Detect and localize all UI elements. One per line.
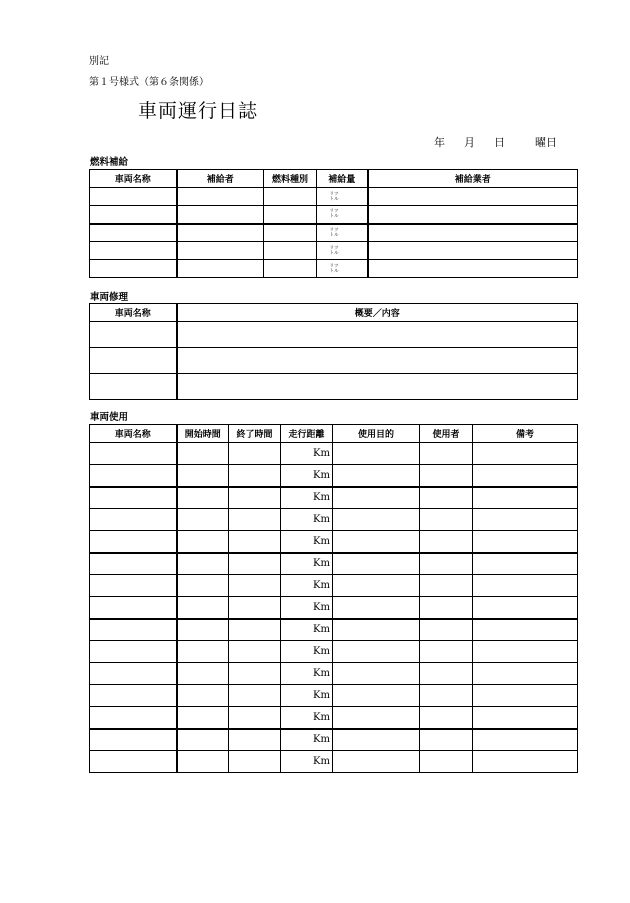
fuel-cell-vehicle[interactable] — [90, 224, 177, 242]
table-row — [90, 206, 578, 224]
usage-cell-purpose[interactable] — [333, 553, 420, 575]
fuel-unit-top: リツ — [329, 245, 339, 251]
usage-cell-vehicle[interactable] — [90, 487, 177, 509]
fuel-unit-bottom: トル — [329, 250, 339, 256]
usage-cell-distance[interactable] — [281, 597, 333, 619]
usage-cell-user[interactable] — [420, 685, 473, 707]
fuel-header-vehicle: 車両名称 — [90, 170, 177, 188]
usage-cell-end[interactable] — [229, 619, 281, 641]
usage-header-user: 使用者 — [420, 425, 473, 443]
usage-cell-user[interactable] — [420, 641, 473, 663]
usage-cell-user[interactable] — [420, 509, 473, 531]
usage-cell-purpose[interactable] — [333, 729, 420, 751]
usage-cell-remarks[interactable] — [473, 465, 578, 487]
usage-cell-distance[interactable] — [281, 509, 333, 531]
usage-cell-end[interactable] — [229, 707, 281, 729]
km-unit-label: Km — [313, 624, 330, 636]
km-unit-label: Km — [313, 558, 330, 570]
km-unit-label: Km — [313, 734, 330, 746]
table-row — [90, 322, 578, 348]
usage-cell-vehicle[interactable] — [90, 597, 177, 619]
usage-cell-distance[interactable] — [281, 751, 333, 773]
repair-cell-vehicle[interactable] — [90, 348, 177, 374]
fuel-unit-bottom: トル — [329, 196, 339, 202]
usage-cell-vehicle[interactable] — [90, 707, 177, 729]
fuel-unit-bottom: トル — [329, 214, 339, 220]
usage-cell-remarks[interactable] — [473, 553, 578, 575]
usage-cell-remarks[interactable] — [473, 729, 578, 751]
fuel-cell-vendor[interactable] — [368, 188, 578, 206]
table-row — [90, 575, 578, 597]
usage-cell-end[interactable] — [229, 443, 281, 465]
km-unit-label: Km — [313, 668, 330, 679]
usage-header-start: 開始時間 — [177, 425, 229, 443]
fuel-cell-fuel-type[interactable] — [264, 242, 317, 260]
fuel-unit-top: リツ — [329, 263, 339, 269]
fuel-header-amount: 補給量 — [317, 170, 368, 188]
table-row — [90, 188, 578, 206]
table-row — [90, 597, 578, 619]
repair-cell-vehicle[interactable] — [90, 322, 177, 348]
usage-cell-end[interactable] — [229, 465, 281, 487]
usage-cell-vehicle[interactable] — [90, 509, 177, 531]
usage-cell-distance[interactable] — [281, 685, 333, 707]
usage-cell-start[interactable] — [177, 685, 229, 707]
repair-section-title: 車両修理 — [90, 292, 129, 303]
repair-header-vehicle: 車両名称 — [90, 304, 177, 322]
fuel-unit-bottom: トル — [329, 268, 339, 274]
repair-header-summary: 概要／内容 — [177, 304, 578, 322]
fuel-cell-vendor[interactable] — [368, 260, 578, 278]
table-row — [90, 707, 578, 729]
usage-cell-end[interactable] — [229, 575, 281, 597]
fuel-cell-vendor[interactable] — [368, 224, 578, 242]
fuel-cell-amount[interactable] — [317, 260, 368, 278]
fuel-cell-supplier[interactable] — [177, 206, 264, 224]
table-row — [90, 443, 578, 465]
usage-cell-user[interactable] — [420, 707, 473, 729]
usage-cell-end[interactable] — [229, 531, 281, 553]
fuel-unit-label — [327, 192, 341, 202]
usage-cell-vehicle[interactable] — [90, 729, 177, 751]
km-unit-label: Km — [313, 580, 330, 591]
fuel-cell-amount[interactable] — [317, 242, 368, 260]
fuel-header-supplier: 補給者 — [177, 170, 264, 188]
fuel-cell-fuel-type[interactable] — [264, 206, 317, 224]
repair-cell-summary[interactable] — [177, 322, 578, 348]
usage-header-purpose: 使用目的 — [333, 425, 420, 443]
fuel-unit-label — [327, 264, 341, 274]
table-row — [90, 641, 578, 663]
fuel-cell-supplier[interactable] — [177, 260, 264, 278]
usage-cell-start[interactable] — [177, 531, 229, 553]
km-unit-label: Km — [313, 690, 330, 701]
usage-section-title: 車両使用 — [90, 412, 129, 423]
km-unit-label: Km — [313, 711, 330, 723]
fuel-cell-vehicle[interactable] — [90, 242, 177, 260]
table-row — [90, 374, 578, 400]
fuel-cell-amount[interactable] — [317, 206, 368, 224]
km-unit-label: Km — [313, 646, 330, 657]
fuel-section-title: 燃料補給 — [90, 157, 129, 168]
usage-cell-distance[interactable] — [281, 443, 333, 465]
km-unit-label: Km — [313, 601, 330, 613]
usage-header-end: 終了時間 — [229, 425, 281, 443]
usage-cell-start[interactable] — [177, 443, 229, 465]
fuel-cell-fuel-type[interactable] — [264, 188, 317, 206]
table-row — [90, 487, 578, 509]
usage-cell-purpose[interactable] — [333, 685, 420, 707]
fuel-cell-amount[interactable] — [317, 188, 368, 206]
usage-cell-start[interactable] — [177, 575, 229, 597]
usage-cell-user[interactable] — [420, 663, 473, 685]
fuel-cell-vendor[interactable] — [368, 242, 578, 260]
usage-cell-distance[interactable] — [281, 553, 333, 575]
usage-cell-end[interactable] — [229, 729, 281, 751]
usage-cell-start[interactable] — [177, 619, 229, 641]
usage-cell-remarks[interactable] — [473, 509, 578, 531]
table-row — [90, 224, 578, 242]
km-unit-label: Km — [313, 514, 330, 525]
usage-cell-user[interactable] — [420, 465, 473, 487]
usage-cell-purpose[interactable] — [333, 641, 420, 663]
usage-cell-distance[interactable] — [281, 465, 333, 487]
fuel-unit-label — [327, 228, 341, 238]
usage-header-vehicle: 車両名称 — [90, 425, 177, 443]
usage-cell-remarks[interactable] — [473, 531, 578, 553]
usage-cell-start[interactable] — [177, 751, 229, 773]
usage-cell-purpose[interactable] — [333, 509, 420, 531]
usage-cell-remarks[interactable] — [473, 575, 578, 597]
usage-cell-user[interactable] — [420, 443, 473, 465]
fuel-unit-top: リツ — [329, 209, 339, 215]
usage-cell-purpose[interactable] — [333, 487, 420, 509]
usage-cell-purpose[interactable] — [333, 531, 420, 553]
repair-cell-summary[interactable] — [177, 348, 578, 374]
usage-cell-vehicle[interactable] — [90, 575, 177, 597]
fuel-header-fuel-type: 燃料種別 — [264, 170, 317, 188]
usage-cell-purpose[interactable] — [333, 707, 420, 729]
km-unit-label: Km — [313, 535, 330, 547]
usage-cell-end[interactable] — [229, 553, 281, 575]
usage-cell-distance[interactable] — [281, 707, 333, 729]
table-row — [90, 260, 578, 278]
usage-cell-end[interactable] — [229, 685, 281, 707]
usage-cell-purpose[interactable] — [333, 443, 420, 465]
repair-cell-vehicle[interactable] — [90, 374, 177, 400]
usage-cell-end[interactable] — [229, 663, 281, 685]
usage-cell-vehicle[interactable] — [90, 663, 177, 685]
usage-cell-purpose[interactable] — [333, 465, 420, 487]
usage-cell-vehicle[interactable] — [90, 641, 177, 663]
usage-cell-remarks[interactable] — [473, 707, 578, 729]
usage-header-remarks: 備考 — [473, 425, 578, 443]
repair-cell-summary[interactable] — [177, 374, 578, 400]
table-row — [90, 619, 578, 641]
usage-cell-vehicle[interactable] — [90, 553, 177, 575]
usage-cell-purpose[interactable] — [333, 663, 420, 685]
km-unit-label: Km — [313, 469, 330, 481]
table-row — [90, 465, 578, 487]
usage-cell-vehicle[interactable] — [90, 465, 177, 487]
usage-cell-end[interactable] — [229, 751, 281, 773]
usage-cell-start[interactable] — [177, 553, 229, 575]
usage-cell-remarks[interactable] — [473, 663, 578, 685]
km-unit-label: Km — [313, 756, 330, 767]
usage-cell-start[interactable] — [177, 707, 229, 729]
usage-cell-user[interactable] — [420, 531, 473, 553]
km-unit-label: Km — [313, 448, 330, 459]
table-row — [90, 751, 578, 773]
usage-cell-vehicle[interactable] — [90, 443, 177, 465]
usage-cell-purpose[interactable] — [333, 751, 420, 773]
usage-cell-user[interactable] — [420, 575, 473, 597]
usage-cell-distance[interactable] — [281, 663, 333, 685]
repair-table — [89, 303, 578, 400]
date-year: 年 — [434, 136, 445, 149]
fuel-cell-fuel-type[interactable] — [264, 224, 317, 242]
table-row — [90, 531, 578, 553]
usage-cell-remarks[interactable] — [473, 685, 578, 707]
usage-cell-distance[interactable] — [281, 531, 333, 553]
fuel-cell-vehicle[interactable] — [90, 188, 177, 206]
fuel-cell-supplier[interactable] — [177, 242, 264, 260]
fuel-cell-fuel-type[interactable] — [264, 260, 317, 278]
usage-cell-purpose[interactable] — [333, 575, 420, 597]
fuel-unit-bottom: トル — [329, 232, 339, 238]
date-day: 日 — [494, 136, 505, 149]
usage-cell-start[interactable] — [177, 641, 229, 663]
usage-cell-distance[interactable] — [281, 619, 333, 641]
form-number: 第１号様式（第６条関係） — [89, 77, 209, 88]
usage-cell-start[interactable] — [177, 465, 229, 487]
fuel-cell-supplier[interactable] — [177, 224, 264, 242]
usage-cell-vehicle[interactable] — [90, 685, 177, 707]
page-title: 車両運行日誌 — [138, 100, 259, 122]
usage-cell-purpose[interactable] — [333, 597, 420, 619]
table-row — [90, 729, 578, 751]
usage-cell-distance[interactable] — [281, 729, 333, 751]
fuel-table — [89, 169, 578, 278]
table-row — [90, 553, 578, 575]
usage-cell-vehicle[interactable] — [90, 619, 177, 641]
date-weekday: 曜日 — [535, 136, 557, 149]
usage-cell-remarks[interactable] — [473, 597, 578, 619]
usage-header-distance: 走行距離 — [281, 425, 333, 443]
usage-cell-distance[interactable] — [281, 575, 333, 597]
usage-cell-distance[interactable] — [281, 641, 333, 663]
usage-cell-vehicle[interactable] — [90, 531, 177, 553]
usage-cell-end[interactable] — [229, 487, 281, 509]
usage-cell-end[interactable] — [229, 641, 281, 663]
fuel-unit-top: リツ — [329, 227, 339, 233]
usage-cell-purpose[interactable] — [333, 619, 420, 641]
fuel-unit-top: リツ — [329, 191, 339, 197]
usage-cell-start[interactable] — [177, 597, 229, 619]
usage-cell-remarks[interactable] — [473, 641, 578, 663]
fuel-cell-vehicle[interactable] — [90, 260, 177, 278]
usage-cell-user[interactable] — [420, 729, 473, 751]
usage-cell-end[interactable] — [229, 509, 281, 531]
usage-cell-remarks[interactable] — [473, 487, 578, 509]
usage-cell-start[interactable] — [177, 729, 229, 751]
usage-cell-remarks[interactable] — [473, 619, 578, 641]
usage-cell-remarks[interactable] — [473, 443, 578, 465]
table-row — [90, 685, 578, 707]
fuel-unit-label — [327, 209, 341, 219]
fuel-header-vendor: 補給業者 — [368, 170, 578, 188]
usage-cell-user[interactable] — [420, 487, 473, 509]
usage-cell-user[interactable] — [420, 751, 473, 773]
usage-cell-user[interactable] — [420, 619, 473, 641]
usage-cell-distance[interactable] — [281, 487, 333, 509]
usage-cell-vehicle[interactable] — [90, 751, 177, 773]
usage-cell-start[interactable] — [177, 509, 229, 531]
date-month: 月 — [464, 136, 475, 149]
usage-table — [89, 424, 578, 773]
usage-cell-start[interactable] — [177, 487, 229, 509]
table-row — [90, 663, 578, 685]
fuel-cell-vehicle[interactable] — [90, 206, 177, 224]
table-row — [90, 242, 578, 260]
annex-label: 別記 — [89, 56, 109, 67]
fuel-cell-vendor[interactable] — [368, 206, 578, 224]
fuel-cell-amount[interactable] — [317, 224, 368, 242]
usage-cell-start[interactable] — [177, 663, 229, 685]
km-unit-label: Km — [313, 492, 330, 504]
table-row — [90, 509, 578, 531]
fuel-cell-supplier[interactable] — [177, 188, 264, 206]
usage-cell-user[interactable] — [420, 553, 473, 575]
fuel-unit-label — [327, 246, 341, 256]
table-row — [90, 348, 578, 374]
usage-cell-end[interactable] — [229, 597, 281, 619]
usage-cell-remarks[interactable] — [473, 751, 578, 773]
usage-cell-user[interactable] — [420, 597, 473, 619]
